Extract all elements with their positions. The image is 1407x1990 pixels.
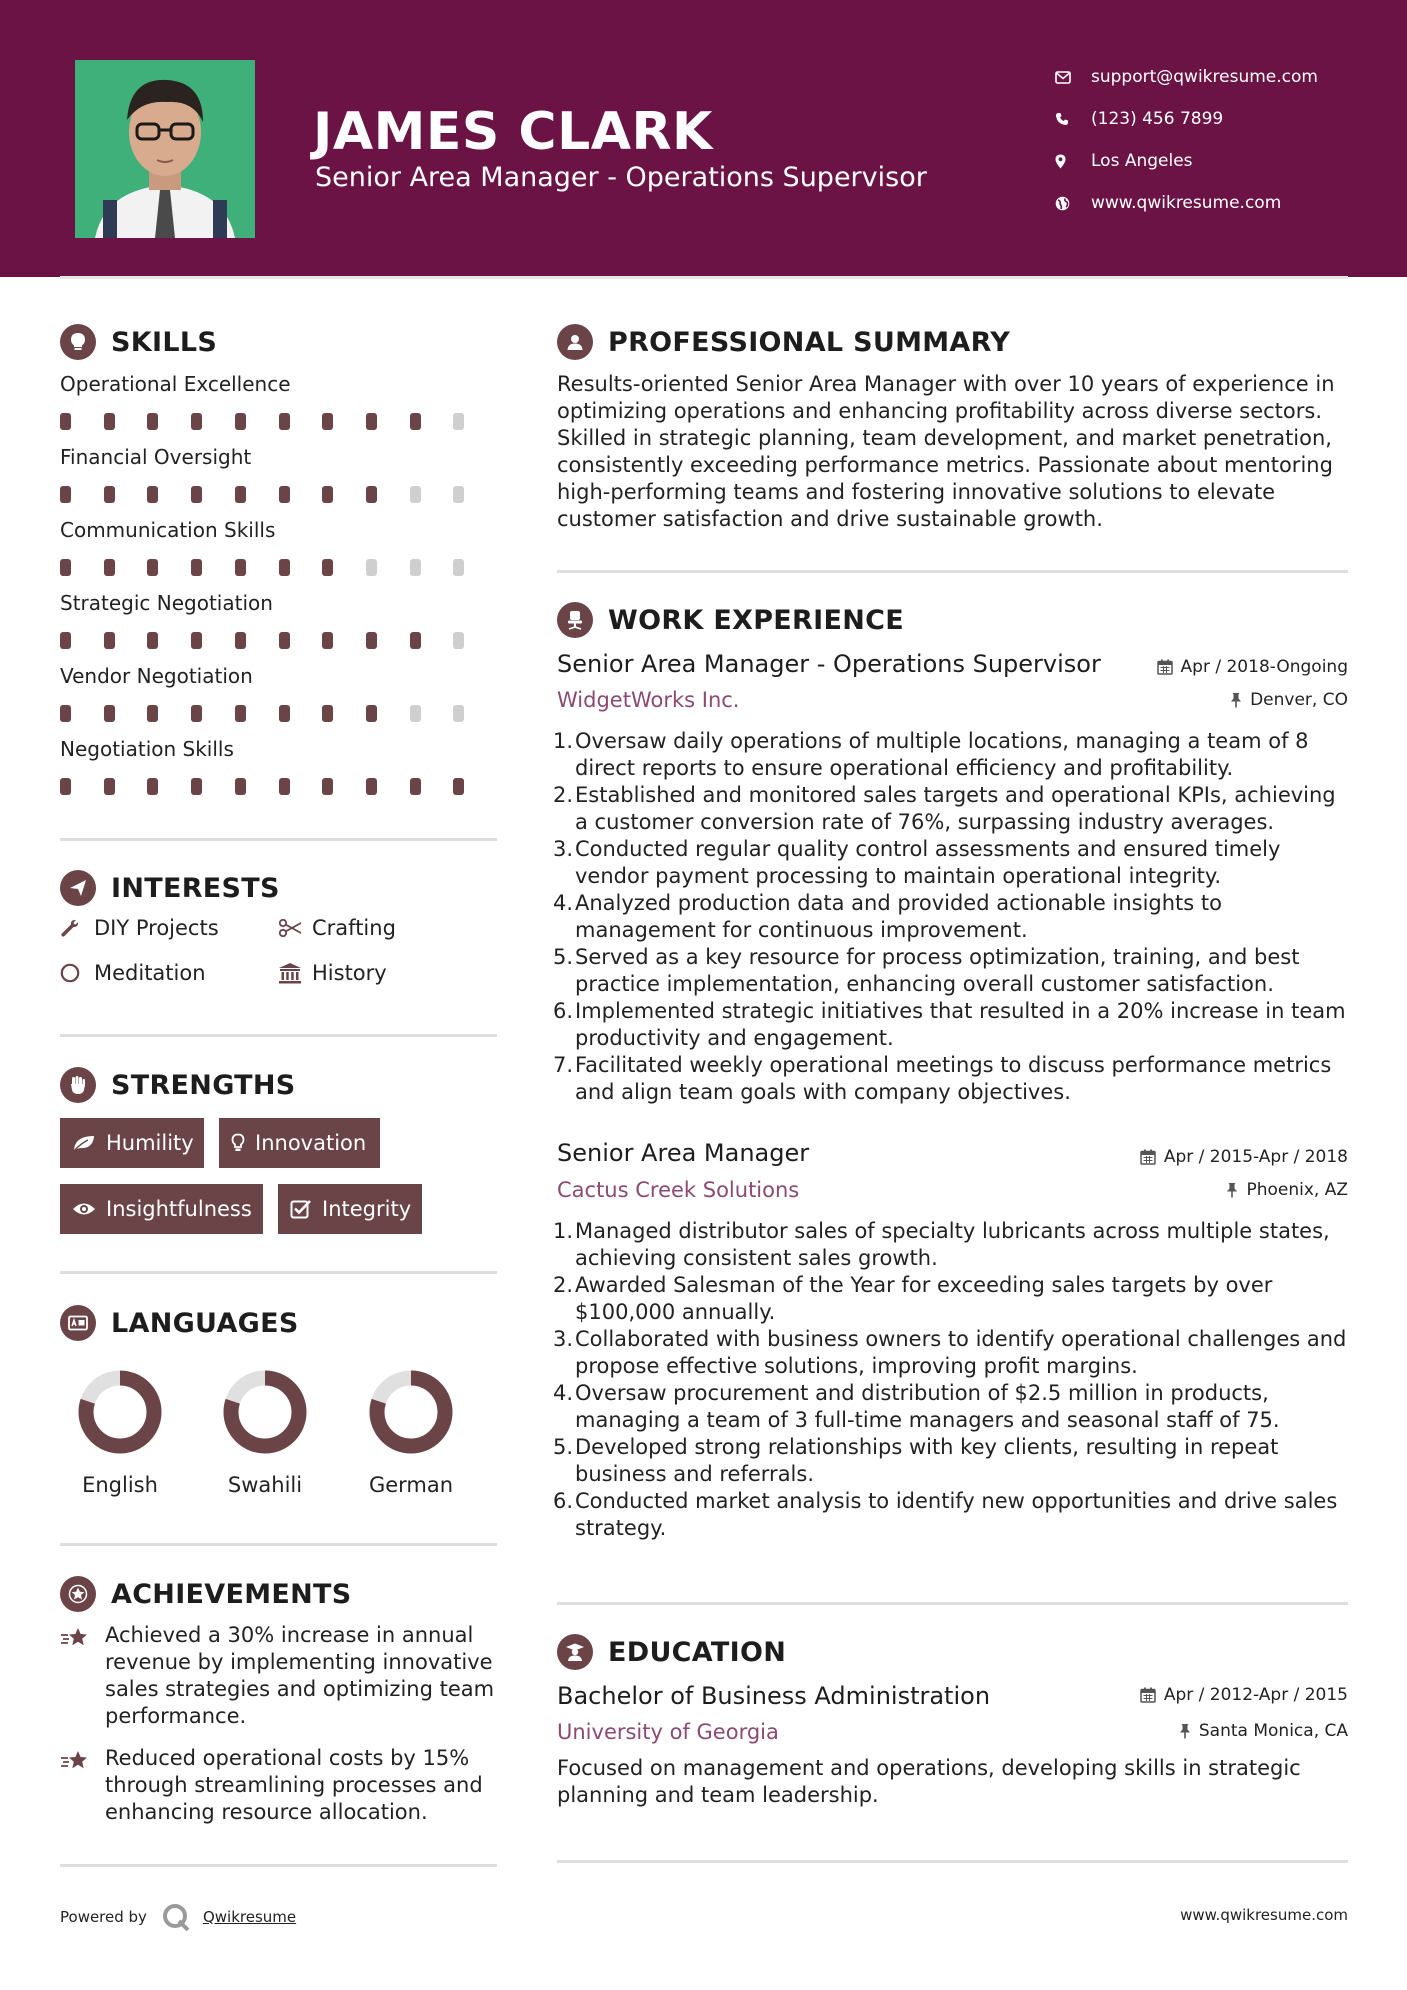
skill-rating bbox=[60, 547, 497, 587]
rating-dot-filled bbox=[366, 705, 377, 722]
rating-dot-filled bbox=[366, 778, 377, 795]
contact-website-text: www.qwikresume.com bbox=[1091, 193, 1282, 213]
star-badge-icon bbox=[60, 1576, 96, 1612]
circle-icon bbox=[60, 963, 94, 983]
section-divider bbox=[60, 1271, 497, 1274]
education-school: University of Georgia bbox=[557, 1720, 779, 1744]
job-title: Senior Area Manager bbox=[557, 1139, 810, 1167]
strength-label: Innovation bbox=[255, 1131, 367, 1155]
contact-list bbox=[1055, 56, 1318, 224]
skill-item bbox=[60, 659, 497, 733]
rating-dot-filled bbox=[366, 486, 377, 503]
strength-label: Integrity bbox=[322, 1197, 412, 1221]
language-label: German bbox=[368, 1473, 454, 1497]
interests-heading bbox=[60, 870, 280, 906]
pushpin-icon bbox=[1226, 1182, 1238, 1198]
summary-heading bbox=[557, 324, 1010, 360]
rating-dot-filled bbox=[191, 778, 202, 795]
skill-rating bbox=[60, 766, 497, 806]
skills-heading bbox=[60, 324, 217, 360]
rating-dot-filled bbox=[191, 486, 202, 503]
rating-dot-filled bbox=[104, 559, 115, 576]
calendar-icon bbox=[1140, 1687, 1156, 1703]
rating-dot-filled bbox=[279, 413, 290, 430]
rating-dot-filled bbox=[60, 705, 71, 722]
strengths-heading bbox=[60, 1067, 296, 1103]
job-bullet: Conducted regular quality control assessments and ensured timely vendor payment processing to maintain operational integrity. bbox=[575, 837, 1281, 888]
achievements-heading bbox=[60, 1576, 352, 1612]
rating-dot-filled bbox=[60, 413, 71, 430]
rating-dot-filled bbox=[60, 559, 71, 576]
skill-name: Negotiation Skills bbox=[60, 737, 234, 761]
rating-dot-filled bbox=[235, 413, 246, 430]
rating-dot-filled bbox=[322, 486, 333, 503]
office-chair-icon bbox=[557, 602, 593, 638]
skill-name: Financial Oversight bbox=[60, 445, 252, 469]
rating-dot-filled bbox=[235, 705, 246, 722]
skill-item bbox=[60, 513, 497, 587]
language-item bbox=[351, 1367, 471, 1497]
rating-dot-filled bbox=[366, 632, 377, 649]
job-bullets bbox=[575, 1218, 1350, 1542]
job-bullet: Conducted market analysis to identify new opportunities and drive sales strategy. bbox=[575, 1489, 1338, 1540]
job-bullet: Developed strong relationships with key clients, resulting in repeat business and referrals. bbox=[575, 1435, 1279, 1486]
header-divider bbox=[60, 276, 1348, 279]
skill-name: Vendor Negotiation bbox=[60, 664, 253, 688]
job-location bbox=[1230, 690, 1348, 710]
section-divider bbox=[60, 838, 497, 841]
globe-icon bbox=[1055, 196, 1091, 211]
section-divider bbox=[60, 1034, 497, 1037]
calendar-icon bbox=[1140, 1149, 1156, 1165]
education-degree: Bachelor of Business Administration bbox=[557, 1682, 991, 1710]
rating-dot-filled bbox=[104, 632, 115, 649]
contact-website[interactable] bbox=[1055, 182, 1318, 224]
job-bullet: Oversaw procurement and distribution of $2.5 million in products, managing a team of 3 full-time managers and seasonal staff of 75. bbox=[575, 1381, 1280, 1432]
rating-dot-filled bbox=[322, 705, 333, 722]
skill-item bbox=[60, 586, 497, 660]
job-bullets bbox=[575, 728, 1350, 1106]
job-company: WidgetWorks Inc. bbox=[557, 688, 740, 712]
footer-url[interactable]: www.qwikresume.com bbox=[1180, 1906, 1348, 1924]
contact-email-text: support@qwikresume.com bbox=[1091, 67, 1318, 87]
education-heading bbox=[557, 1634, 786, 1670]
contact-phone[interactable] bbox=[1055, 98, 1318, 140]
rating-dot-filled bbox=[104, 705, 115, 722]
paper-plane-icon bbox=[60, 870, 96, 906]
rating-dot-filled bbox=[147, 559, 158, 576]
rating-dot-filled bbox=[453, 778, 464, 795]
contact-location-text: Los Angeles bbox=[1091, 151, 1193, 171]
pushpin-icon bbox=[1179, 1723, 1191, 1739]
achievement-item bbox=[60, 1745, 500, 1826]
education-location bbox=[1179, 1721, 1348, 1741]
education-location-text: Santa Monica, CA bbox=[1198, 1721, 1348, 1741]
rating-dot-filled bbox=[191, 705, 202, 722]
achievement-item bbox=[60, 1622, 500, 1730]
job-company: Cactus Creek Solutions bbox=[557, 1178, 800, 1202]
phone-icon bbox=[1055, 112, 1091, 126]
job-date bbox=[1157, 657, 1348, 677]
contact-phone-text: (123) 456 7899 bbox=[1091, 109, 1224, 129]
skill-name: Operational Excellence bbox=[60, 372, 291, 396]
envelope-icon bbox=[1055, 71, 1091, 84]
work-title: WORK EXPERIENCE bbox=[608, 604, 904, 636]
language-donut bbox=[220, 1367, 310, 1457]
summary-text: Results-oriented Senior Area Manager with over 10 years of experience in optimizing operations and enhancing profitability across diverse sectors. Skilled in strategic planning, team development, and market penetration, consistently exceeding performance metrics. Passionate about mentoring high-performing teams and fostering innovative solutions to elevate customer satisfaction and drive sustainable growth. bbox=[557, 372, 1335, 531]
education-date-text: Apr / 2012-Apr / 2015 bbox=[1163, 1685, 1348, 1705]
skill-item bbox=[60, 732, 497, 806]
job-title: Senior Area Manager - Operations Supervisor bbox=[557, 650, 1101, 678]
skill-item bbox=[60, 367, 497, 441]
rating-dot-filled bbox=[410, 413, 421, 430]
section-divider bbox=[60, 1864, 497, 1867]
skill-rating bbox=[60, 693, 497, 733]
rating-dot-filled bbox=[191, 632, 202, 649]
candidate-name: JAMES CLARK bbox=[313, 102, 713, 162]
interests-title: INTERESTS bbox=[111, 872, 280, 904]
rating-dot-filled bbox=[147, 413, 158, 430]
job-bullet: Established and monitored sales targets and operational KPIs, achieving a customer conversion rate of 76%, surpassing industry averages. bbox=[575, 783, 1336, 834]
rating-dot-empty bbox=[453, 559, 464, 576]
interest-label: Crafting bbox=[312, 916, 396, 940]
rating-dot-filled bbox=[191, 559, 202, 576]
strengths-title: STRENGTHS bbox=[111, 1069, 296, 1101]
graduate-icon bbox=[557, 1634, 593, 1670]
skills-title: SKILLS bbox=[111, 326, 218, 358]
rating-dot-filled bbox=[279, 778, 290, 795]
rating-dot-filled bbox=[366, 413, 377, 430]
job-bullet: Served as a key resource for process optimization, training, and best practice implementation, enhancing overall customer satisfaction. bbox=[575, 945, 1300, 996]
job-location-text: Phoenix, AZ bbox=[1246, 1180, 1348, 1200]
job-location bbox=[1226, 1180, 1348, 1200]
rating-dot-filled bbox=[235, 778, 246, 795]
eye-icon bbox=[72, 1201, 96, 1217]
calendar-icon bbox=[1157, 659, 1173, 675]
language-label: English bbox=[82, 1473, 158, 1497]
shooting-star-icon bbox=[60, 1745, 105, 1826]
rating-dot-filled bbox=[235, 486, 246, 503]
rating-dot-filled bbox=[279, 632, 290, 649]
strength-tag bbox=[60, 1118, 204, 1168]
job-date bbox=[1140, 1147, 1348, 1167]
qwikresume-logo-icon bbox=[161, 1902, 191, 1932]
contact-location bbox=[1055, 140, 1318, 182]
rating-dot-filled bbox=[279, 559, 290, 576]
interest-label: History bbox=[312, 961, 387, 985]
job-bullet: Facilitated weekly operational meetings to discuss performance metrics and align team goals with company objectives. bbox=[575, 1053, 1332, 1104]
skill-rating bbox=[60, 620, 497, 660]
job-date-text: Apr / 2018-Ongoing bbox=[1180, 657, 1348, 677]
footer-powered-by bbox=[60, 1902, 296, 1932]
rating-dot-filled bbox=[279, 705, 290, 722]
contact-email[interactable] bbox=[1055, 56, 1318, 98]
interest-item bbox=[278, 961, 387, 985]
language-donut bbox=[75, 1367, 165, 1457]
education-text: Focused on management and operations, developing skills in strategic planning and team leadership. bbox=[557, 1756, 1301, 1807]
section-divider bbox=[60, 1543, 497, 1546]
fist-icon bbox=[60, 1067, 96, 1103]
rating-dot-empty bbox=[366, 559, 377, 576]
rating-dot-filled bbox=[410, 778, 421, 795]
wrench-icon bbox=[60, 918, 94, 938]
language-item bbox=[205, 1367, 325, 1497]
rating-dot-filled bbox=[60, 486, 71, 503]
languages-title: LANGUAGES bbox=[111, 1307, 299, 1339]
rating-dot-empty bbox=[410, 486, 421, 503]
job-bullet: Oversaw daily operations of multiple locations, managing a team of 8 direct reports to ensure operational efficiency and profitability. bbox=[575, 729, 1309, 780]
summary-title: PROFESSIONAL SUMMARY bbox=[608, 326, 1011, 358]
user-icon bbox=[557, 324, 593, 360]
rating-dot-filled bbox=[60, 778, 71, 795]
qwikresume-link[interactable]: Qwikresume bbox=[202, 1908, 297, 1926]
achievement-text: Reduced operational costs by 15% through streamlining processes and enhancing resource allocation. bbox=[105, 1746, 483, 1824]
section-divider bbox=[557, 570, 1348, 573]
skill-name: Communication Skills bbox=[60, 518, 276, 542]
rating-dot-filled bbox=[322, 559, 333, 576]
job-bullet: Awarded Salesman of the Year for exceeding sales targets by over $100,000 annually. bbox=[575, 1273, 1273, 1324]
rating-dot-filled bbox=[147, 486, 158, 503]
scissors-icon bbox=[278, 919, 312, 937]
lightbulb-icon bbox=[60, 324, 96, 360]
interest-label: Meditation bbox=[94, 961, 206, 985]
rating-dot-filled bbox=[147, 632, 158, 649]
lightbulb-icon bbox=[231, 1133, 245, 1153]
rating-dot-filled bbox=[322, 632, 333, 649]
rating-dot-empty bbox=[453, 486, 464, 503]
section-divider bbox=[557, 1860, 1348, 1863]
rating-dot-filled bbox=[104, 486, 115, 503]
skill-name: Strategic Negotiation bbox=[60, 591, 273, 615]
profile-photo bbox=[75, 60, 255, 238]
strength-tag bbox=[278, 1184, 422, 1234]
language-donut bbox=[366, 1367, 456, 1457]
rating-dot-empty bbox=[453, 632, 464, 649]
language-item bbox=[60, 1367, 180, 1497]
museum-icon bbox=[278, 962, 312, 984]
powered-by-text: Powered by bbox=[60, 1908, 147, 1926]
rating-dot-filled bbox=[235, 632, 246, 649]
rating-dot-filled bbox=[60, 632, 71, 649]
shooting-star-icon bbox=[60, 1622, 105, 1730]
interest-label: DIY Projects bbox=[94, 916, 219, 940]
job-bullet: Analyzed production data and provided actionable insights to management for continuous improvement. bbox=[575, 891, 1222, 942]
achievements-title: ACHIEVEMENTS bbox=[111, 1578, 352, 1610]
job-bullet: Implemented strategic initiatives that resulted in a 20% increase in team productivity and engagement. bbox=[575, 999, 1346, 1050]
rating-dot-filled bbox=[279, 486, 290, 503]
rating-dot-filled bbox=[410, 632, 421, 649]
interest-item bbox=[278, 916, 396, 940]
rating-dot-filled bbox=[322, 413, 333, 430]
strength-label: Humility bbox=[106, 1131, 194, 1155]
job-location-text: Denver, CO bbox=[1250, 690, 1348, 710]
job-bullet: Collaborated with business owners to identify operational challenges and propose effective solutions, improving profit margins. bbox=[575, 1327, 1347, 1378]
check-square-icon bbox=[290, 1199, 312, 1219]
language-label: Swahili bbox=[227, 1473, 303, 1497]
job-date-text: Apr / 2015-Apr / 2018 bbox=[1163, 1147, 1348, 1167]
work-heading bbox=[557, 602, 904, 638]
education-date bbox=[1140, 1685, 1348, 1705]
rating-dot-filled bbox=[147, 778, 158, 795]
map-pin-icon bbox=[1055, 154, 1091, 169]
section-divider bbox=[557, 1602, 1348, 1605]
resume-header bbox=[0, 0, 1407, 277]
rating-dot-filled bbox=[191, 413, 202, 430]
interest-item bbox=[60, 916, 219, 940]
skill-item bbox=[60, 440, 497, 514]
rating-dot-filled bbox=[322, 778, 333, 795]
languages-heading bbox=[60, 1305, 299, 1341]
rating-dot-filled bbox=[147, 705, 158, 722]
skill-rating bbox=[60, 474, 497, 514]
id-card-icon bbox=[60, 1305, 96, 1341]
strength-tag bbox=[60, 1184, 263, 1234]
achievement-text: Achieved a 30% increase in annual revenue by implementing innovative sales strategies and optimizing team performance. bbox=[105, 1623, 495, 1728]
strength-label: Insightfulness bbox=[106, 1197, 252, 1221]
rating-dot-empty bbox=[410, 705, 421, 722]
rating-dot-filled bbox=[104, 413, 115, 430]
leaf-icon bbox=[72, 1134, 96, 1152]
rating-dot-filled bbox=[104, 778, 115, 795]
candidate-title: Senior Area Manager - Operations Supervisor bbox=[315, 162, 927, 193]
rating-dot-empty bbox=[453, 413, 464, 430]
interest-item bbox=[60, 961, 206, 985]
skills-list bbox=[60, 367, 497, 806]
pushpin-icon bbox=[1230, 692, 1242, 708]
job-bullet: Managed distributor sales of specialty lubricants across multiple states, achieving consistent sales growth. bbox=[575, 1219, 1330, 1270]
skill-rating bbox=[60, 401, 497, 441]
strength-tag bbox=[219, 1118, 380, 1168]
rating-dot-empty bbox=[453, 705, 464, 722]
rating-dot-filled bbox=[235, 559, 246, 576]
rating-dot-empty bbox=[410, 559, 421, 576]
education-title: EDUCATION bbox=[608, 1636, 787, 1668]
